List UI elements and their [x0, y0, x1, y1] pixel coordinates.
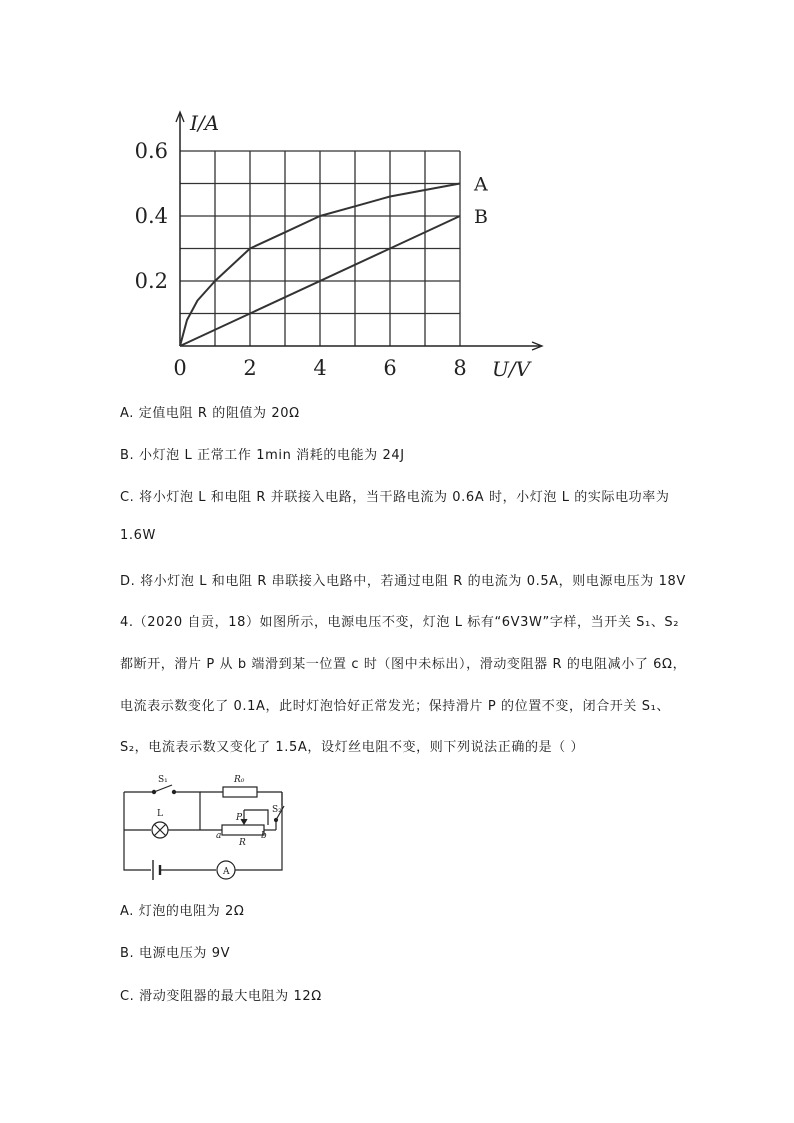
x-tick-label: 6	[383, 356, 397, 380]
resistor-r0	[223, 787, 257, 797]
q3-option-c: C. 将小灯泡 L 和电阻 R 并联接入电路，当干路电流为 0.6A 时，小灯泡 L 的实际电功率为	[120, 490, 670, 505]
iu-chart	[120, 100, 560, 390]
y-tick-label: 0.2	[134, 269, 168, 293]
q4-option-a: A. 灯泡的电阻为 2Ω	[120, 904, 245, 919]
wire-top	[174, 792, 200, 830]
q3-option-a: A. 定值电阻 R 的阻值为 20Ω	[120, 406, 300, 421]
label-a: a	[216, 831, 222, 841]
x-tick-label: 0	[173, 356, 187, 380]
label-lamp: L	[157, 809, 163, 819]
chart-axes	[176, 112, 542, 350]
q3-option-c-cont: 1.6W	[120, 528, 156, 543]
label-r0: R₀	[234, 775, 245, 785]
rheostat-slider-wire	[244, 810, 268, 825]
label-r: R	[239, 838, 246, 848]
q4-stem-line-1: 4.（2020 自贡，18）如图所示，电源电压不变，灯泡 L 标有“6V3W”字样，当开关 S₁、S₂	[120, 615, 680, 630]
x-axis-label: U/V	[492, 357, 531, 381]
label-p: P	[236, 813, 243, 823]
series-A-label: A	[474, 173, 488, 196]
switch-s1-blade	[154, 785, 172, 792]
label-s2: S₂	[272, 805, 282, 815]
q3-option-b: B. 小灯泡 L 正常工作 1min 消耗的电能为 24J	[120, 448, 405, 463]
x-tick-label: 4	[313, 356, 327, 380]
q4-option-b: B. 电源电压为 9V	[120, 946, 231, 961]
label-b: b	[261, 831, 267, 841]
x-tick-label: 2	[243, 356, 257, 380]
chart-grid	[180, 151, 460, 346]
ammeter-label: A	[223, 867, 230, 877]
y-tick-label: 0.6	[134, 139, 168, 163]
wire-bottom-right	[235, 792, 282, 870]
y-axis-label: I/A	[190, 111, 220, 135]
wire-left	[124, 792, 151, 870]
chart-series	[180, 174, 488, 347]
label-s1: S₁	[158, 775, 168, 785]
q4-stem-line-4: S₂，电流表示数又变化了 1.5A，设灯丝电阻不变，则下列说法正确的是（ ）	[120, 740, 585, 755]
q3-option-d: D. 将小灯泡 L 和电阻 R 串联接入电路中，若通过电阻 R 的电流为 0.5A，则电源电压为 18V	[120, 574, 686, 589]
y-tick-label: 0.4	[134, 204, 168, 228]
switch-s1-left-terminal	[152, 790, 155, 793]
rheostat-r	[222, 825, 264, 835]
circuit-diagram	[118, 770, 298, 882]
x-tick-label: 8	[453, 356, 467, 380]
series-B-label: B	[474, 206, 488, 228]
q4-stem-line-2: 都断开，滑片 P 从 b 端滑到某一位置 c 时（图中未标出），滑动变阻器 R 的电阻减小了 6Ω，	[120, 657, 687, 672]
q4-option-c: C. 滑动变阻器的最大电阻为 12Ω	[120, 989, 322, 1004]
q4-stem-line-3: 电流表示数变化了 0.1A，此时灯泡恰好正常发光；保持滑片 P 的位置不变，闭合开关 S₁、	[120, 699, 670, 714]
lamp-cross	[154, 824, 166, 836]
